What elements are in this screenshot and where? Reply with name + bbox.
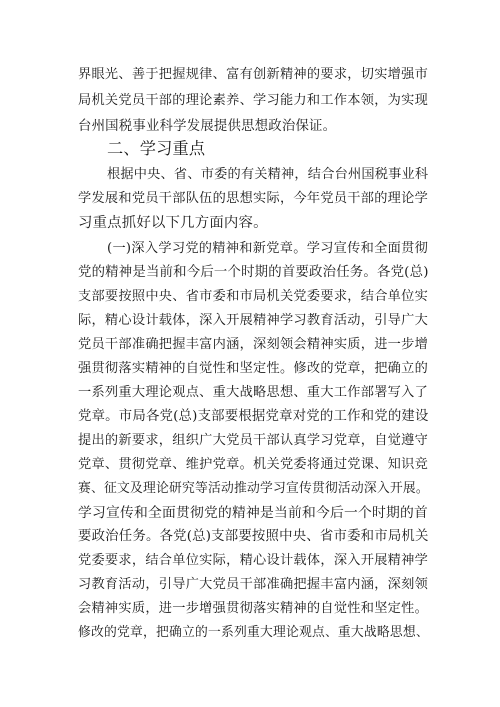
text-line: 党员干部准确把握丰富内涵，深刻领会精神实质，进一步增 <box>78 337 428 352</box>
text-line: 学发展和党员干部队伍的思想实际，今年党员干部的理论学 <box>78 191 428 206</box>
text-line: 一系列重大理论观点、重大战略思想、重大工作部署写入了 <box>78 385 428 400</box>
text-line: 会精神实质，进一步增强贯彻落实精神的自觉性和坚定性。 <box>78 601 428 616</box>
text-line: 党章。市局各党(总)支部要根据党章对党的工作和党的建设 <box>78 409 429 424</box>
text-line: 界眼光、善于把握规律、富有创新精神的要求，切实增强市 <box>78 67 428 82</box>
text-line: 修改的党章，把确立的一系列重大理论观点、重大战略思想、 <box>78 625 429 640</box>
text-line: 赛、征文及理论研究等活动推动学习宣传贯彻活动深入开展。 <box>78 481 429 496</box>
text-line: (一)深入学习党的精神和新党章。学习宣传和全面贯彻 <box>107 241 428 256</box>
text-line: 支部要按照中央、省市委和市局机关党委要求，结合单位实 <box>78 289 428 304</box>
section-heading: 二、学习重点 <box>107 139 206 158</box>
text-line: 党的精神是当前和今后一个时期的首要政治任务。各党(总) <box>78 265 429 280</box>
text-line: 党章、贯彻党章、维护党章。机关党委将通过党课、知识竞 <box>78 457 428 472</box>
text-line: 习重点抓好以下几方面内容。 <box>78 215 268 231</box>
text-line: 要政治任务。各党(总)支部要按照中央、省市委和市局机关 <box>78 529 429 544</box>
text-line: 习教育活动，引导广大党员干部准确把握丰富内涵，深刻领 <box>78 577 428 592</box>
text-line: 强贯彻落实精神的自觉性和坚定性。修改的党章，把确立的 <box>78 361 428 376</box>
text-line: 局机关党员干部的理论素养、学习能力和工作本领，为实现 <box>78 93 428 108</box>
text-line: 根据中央、省、市委的有关精神，结合台州国税事业科 <box>107 167 429 182</box>
text-line: 党委要求，结合单位实际，精心设计载体，深入开展精神学 <box>78 553 428 568</box>
text-line: 际，精心设计载体，深入开展精神学习教育活动，引导广大 <box>78 313 428 328</box>
text-line: 提出的新要求，组织广大党员干部认真学习党章，自觉遵守 <box>78 433 428 448</box>
text-line: 学习宣传和全面贯彻党的精神是当前和今后一个时期的首 <box>78 505 428 521</box>
text-line: 台州国税事业科学发展提供思想政治保证。 <box>78 119 337 134</box>
